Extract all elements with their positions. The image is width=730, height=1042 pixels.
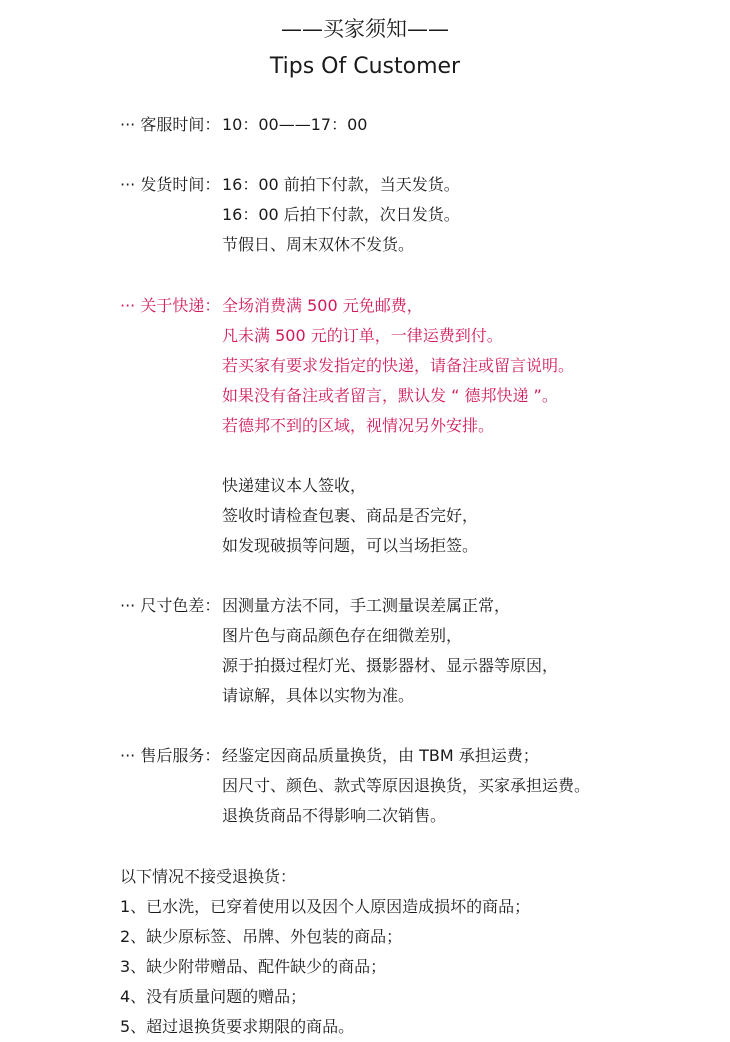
after-sales-row: [120, 771, 720, 801]
express-line: 若买家有要求发指定的快递，请备注或留言说明。: [222, 356, 575, 375]
no-return-heading: 以下情况不接受退换货：: [120, 867, 297, 886]
service-hours-row: [120, 110, 720, 140]
express-section: [120, 291, 720, 441]
express-row: [120, 351, 720, 381]
sign-notes-line: 签收时请检查包裹、商品是否完好，: [222, 506, 479, 525]
express-line: 全场消费满 500 元免邮费，: [222, 296, 423, 315]
sign-notes-row: [120, 501, 720, 531]
shipping-time-line: 16：00 后拍下付款，次日发货。: [222, 205, 460, 224]
size-color-line: 源于拍摄过程灯光、摄影器材、显示器等原因，: [222, 656, 559, 675]
after-sales-row: [120, 801, 720, 831]
size-color-section: [120, 591, 720, 711]
after-sales-label: ··· 售后服务：: [120, 746, 221, 765]
after-sales-line: 退换货商品不得影响二次销售。: [222, 806, 447, 825]
service-hours-label: ··· 客服时间：: [120, 115, 221, 134]
express-row: [120, 291, 720, 321]
express-row: [120, 321, 720, 351]
page-title-cn: ——买家须知——: [281, 17, 449, 41]
after-sales-line: 因尺寸、颜色、款式等原因退换货，买家承担运费。: [222, 776, 591, 795]
express-line: 如果没有备注或者留言，默认发 “ 德邦快递 ”。: [222, 386, 558, 405]
size-color-label: ··· 尺寸色差：: [120, 596, 221, 615]
sign-notes-line: 快递建议本人签收，: [222, 476, 367, 495]
no-return-item: 4、没有质量问题的赠品；: [120, 987, 307, 1006]
after-sales-row: [120, 741, 720, 771]
sign-notes-line: 如发现破损等问题，可以当场拒签。: [222, 536, 479, 555]
size-color-row: [120, 681, 720, 711]
shipping-time-section: [120, 170, 720, 260]
size-color-row: [120, 621, 720, 651]
sign-notes-row: [120, 471, 720, 501]
after-sales-line: 经鉴定因商品质量换货，由 TBM 承担运费；: [222, 746, 539, 765]
service-hours-value: 10：00——17：00: [222, 115, 368, 134]
size-color-row: [120, 591, 720, 621]
service-hours-section: [120, 110, 720, 140]
express-row: [120, 381, 720, 411]
shipping-time-row: [120, 200, 720, 230]
express-label: ··· 关于快递：: [120, 296, 221, 315]
no-return-item: 1、已水洗，已穿着使用以及因个人原因造成损坏的商品；: [120, 897, 531, 916]
express-line: 若德邦不到的区域，视情况另外安排。: [222, 416, 495, 435]
size-color-line: 因测量方法不同，手工测量误差属正常，: [222, 596, 511, 615]
shipping-time-line: 节假日、周末双休不发货。: [222, 235, 415, 254]
no-return-item: 2、缺少原标签、吊牌、外包装的商品；: [120, 927, 403, 946]
no-return-item: 5、超过退换货要求期限的商品。: [120, 1017, 355, 1036]
after-sales-section: [120, 741, 720, 831]
shipping-time-row: [120, 170, 720, 200]
no-return-section: [120, 862, 720, 1042]
size-color-row: [120, 651, 720, 681]
sign-notes-row: [120, 531, 720, 561]
no-return-item: 3、缺少附带赠品、配件缺少的商品；: [120, 957, 387, 976]
size-color-line: 请谅解，具体以实物为准。: [222, 686, 415, 705]
size-color-line: 图片色与商品颜色存在细微差别，: [222, 626, 463, 645]
page-title-en: Tips Of Customer: [269, 54, 461, 79]
shipping-time-line: 16：00 前拍下付款，当天发货。: [222, 175, 460, 194]
express-line: 凡未满 500 元的订单，一律运费到付。: [222, 326, 503, 345]
shipping-time-label: ··· 发货时间：: [120, 175, 221, 194]
sign-notes-section: [120, 471, 720, 561]
express-row: [120, 411, 720, 441]
shipping-time-row: [120, 230, 720, 260]
